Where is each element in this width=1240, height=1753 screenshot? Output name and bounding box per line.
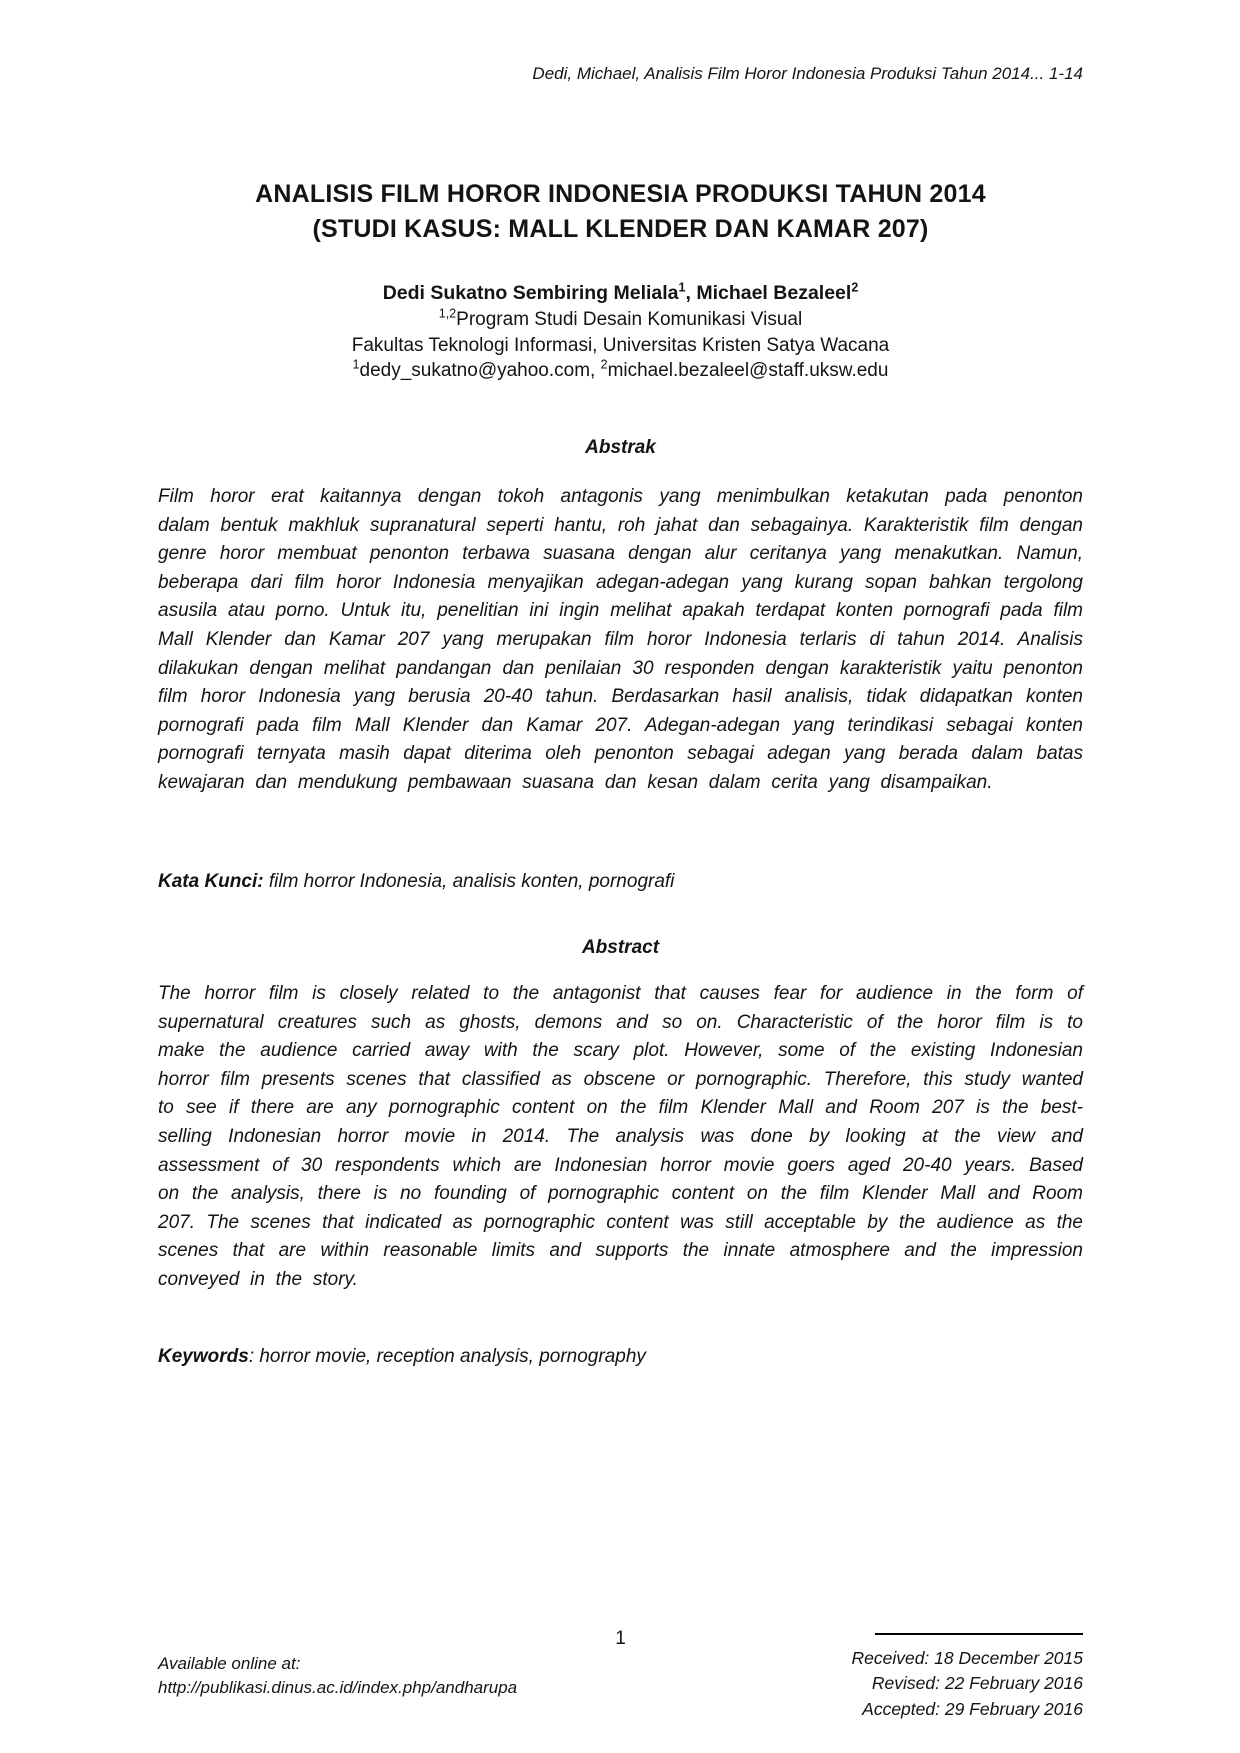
author-1-affiliation-mark: 1 [678,280,686,295]
affiliation-program-line [158,307,1083,333]
available-online-url: http://publikasi.dinus.ac.id/index.php/andharupa [158,1677,518,1697]
author-2: Michael Bezaleel [696,282,852,304]
keywords-line [158,1346,1083,1368]
abstract-body: The horror film is closely related to the antagonist that causes fear for audience in the form of supernatural creatures such as ghosts, demons and so on. Characteristic of the horor film is to make the audience carried away with the scary plot. However, some of the existing Indonesian horror film presents scenes that classified as obscene or pornographic. Therefore, this study wanted to see if there are any pornographic content on the film Klender Mall and Room 207 is the best-selling Indonesian horror movie in 2014. The analysis was done by looking at the view and assessment of 30 respondents which are Indonesian horror movie goers aged 20-40 years. Based on the analysis, there is no founding of pornographic content on the film Klender Mall and Room 207. The scenes that indicated as pornographic content was still acceptable by the audience as the scenes that are within reasonable limits and supports the innate atmosphere and the impression conveyed in the story. [158,983,1083,1290]
received-date: Received: 18 December 2015 [851,1647,1083,1668]
footer-dates [158,1620,1083,1722]
running-header: Dedi, Michael, Analisis Film Horor Indonesia Produksi Tahun 2014... 1-14 [532,64,1083,83]
affiliation-block [158,307,1083,384]
abstract-heading: Abstract [581,937,660,958]
dates-divider-line [875,1633,1083,1635]
emails-separator: , [590,360,601,381]
kata-kunci-text: film horror Indonesia, analisis konten, pornografi [263,871,675,892]
kata-kunci-line [158,871,1083,893]
author-1: Dedi Sukatno Sembiring Meliala [382,282,679,304]
dates-divider-row [158,1620,1083,1646]
page-number: 1 [615,1628,626,1649]
affiliation-marks: 1,2 [438,306,457,321]
available-online-label: Available online at: [158,1654,301,1673]
abstrak-body: Film horor erat kaitannya dengan tokoh antagonis yang menimbulkan ketakutan pada penonton dalam bentuk makhluk supranatural seperti hantu, roh jahat dan sebagainya. Karakteristik film dengan genre horor membuat penonton terbawa suasana dengan alur ceritanya yang menakutkan. Namun, beberapa dari film horor Indonesia menyajikan adegan-adegan yang kurang sopan bahkan tergolong asusila atau porno. Untuk itu, penelitian ini ingin melihat apakah terdapat konten pornografi pada film Mall Klender dan Kamar 207 yang merupakan film horor Indonesia terlaris di tahun 2014. Analisis dilakukan dengan melihat pandangan dan penilaian 30 responden dengan karakteristik yaitu penonton film horor Indonesia yang berusia 20-40 tahun. Berdasarkan hasil analisis, tidak didapatkan konten pornografi pada film Mall Klender dan Kamar 207. Adegan-adegan yang terindikasi sebagai konten pornografi ternyata masih dapat diterima oleh penonton sebagai adegan yang berada dalam batas kewajaran dan mendukung pembawaan suasana dan kesan dalam cerita yang disampaikan. [158,486,1083,793]
kata-kunci-label: Kata Kunci: [158,871,264,892]
authors-separator: , [685,282,697,304]
email-1-mark: 1 [352,357,360,372]
authors-emails-line [158,358,1083,384]
paper-title-line1: ANALISIS FILM HOROR INDONESIA PRODUKSI TAHUN 2014 [255,180,986,208]
keywords-label: Keywords [158,1346,249,1367]
abstrak-heading: Abstrak [585,437,656,458]
keywords-text: : horror movie, reception analysis, pornography [248,1346,646,1367]
affiliation-program: Program Studi Desain Komunikasi Visual [456,309,803,330]
accepted-date: Accepted: 29 February 2016 [862,1698,1083,1719]
email-2: michael.bezaleel@staff.uksw.edu [607,360,889,381]
revised-date: Revised: 22 February 2016 [871,1673,1083,1693]
authors-line [158,281,1083,306]
affiliation-faculty: Fakultas Teknologi Informasi, Universitas Kristen Satya Wacana [351,334,890,356]
paper-title-line2: (STUDI KASUS: MALL KLENDER DAN KAMAR 207) [312,215,929,243]
author-2-affiliation-mark: 2 [851,280,859,295]
paper-title [158,177,1083,247]
email-2-mark: 2 [600,357,608,372]
email-1: dedy_sukatno@yahoo.com [359,360,591,381]
